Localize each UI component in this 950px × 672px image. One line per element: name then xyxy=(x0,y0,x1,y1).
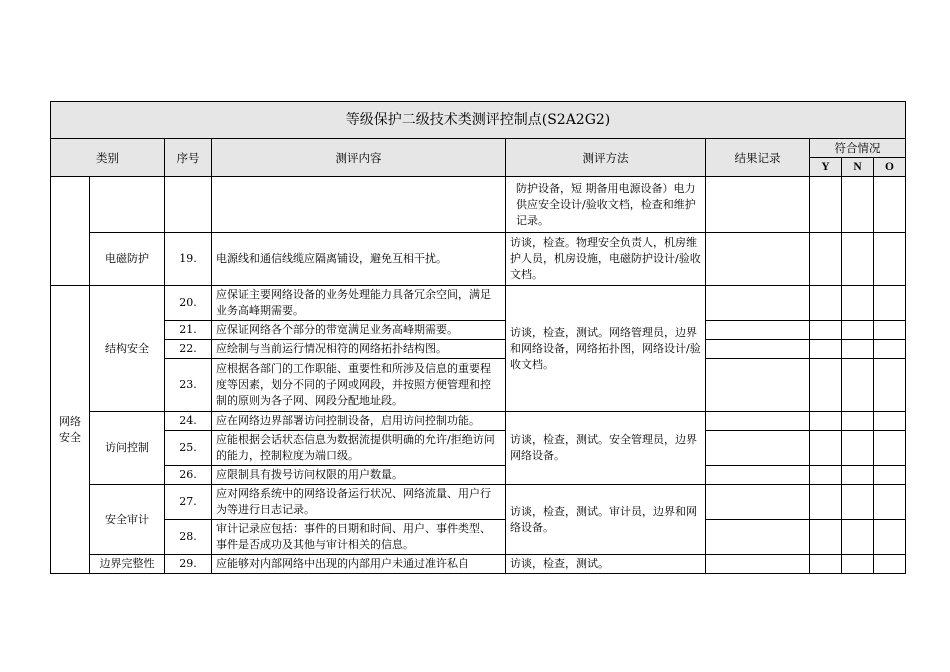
category-cell-physical xyxy=(51,177,90,286)
o-cell xyxy=(874,359,906,412)
header-y: Y xyxy=(810,158,842,177)
y-cell xyxy=(810,340,842,359)
table-row xyxy=(51,485,906,520)
n-cell xyxy=(842,286,874,321)
n-cell xyxy=(842,177,874,233)
y-cell xyxy=(810,286,842,321)
n-cell xyxy=(842,520,874,555)
n-cell xyxy=(842,233,874,286)
y-cell xyxy=(810,321,842,340)
content-cell: 应在网络边界部署访问控制设备，启用访问控制功能。 xyxy=(212,412,506,431)
n-cell xyxy=(842,359,874,412)
subcategory-cell: 结构安全 xyxy=(90,286,165,412)
content-cell: 应限制具有拨号访问权限的用户数量。 xyxy=(212,466,506,485)
method-cell: 访谈，检查，测试。安全管理员，边界网络设备。 xyxy=(506,412,706,485)
o-cell xyxy=(874,485,906,520)
table-row xyxy=(51,555,906,574)
n-cell xyxy=(842,321,874,340)
seq-cell: 27. xyxy=(165,485,212,520)
n-cell xyxy=(842,555,874,574)
table-row xyxy=(51,340,906,359)
n-cell xyxy=(842,431,874,466)
seq-cell: 21. xyxy=(165,321,212,340)
result-cell xyxy=(706,233,810,286)
y-cell xyxy=(810,177,842,233)
table-row xyxy=(51,321,906,340)
table-row xyxy=(51,466,906,485)
o-cell xyxy=(874,431,906,466)
content-cell: 应根据各部门的工作职能、重要性和所涉及信息的重要程度等因素，划分不同的子网或网段，并按照方便管理和控制的原则为各子网、网段分配地址段。 xyxy=(212,359,506,412)
table-row xyxy=(51,359,906,412)
header-o: O xyxy=(874,158,906,177)
table-row xyxy=(51,412,906,431)
n-cell xyxy=(842,485,874,520)
content-cell: 审计记录应包括：事件的日期和时间、用户、事件类型、事件是否成功及其他与审计相关的信息。 xyxy=(212,520,506,555)
content-cell: 应保证主要网络设备的业务处理能力具备冗余空间，满足业务高峰期需要。 xyxy=(212,286,506,321)
seq-cell: 26. xyxy=(165,466,212,485)
method-cell: 访谈，检查，测试。 xyxy=(506,555,706,574)
header-result: 结果记录 xyxy=(706,139,810,177)
header-content: 测评内容 xyxy=(212,139,506,177)
table-title: 等级保护二级技术类测评控制点(S2A2G2) xyxy=(51,102,906,139)
o-cell xyxy=(874,177,906,233)
subcategory-cell: 电磁防护 xyxy=(90,233,165,286)
method-cell: 访谈，检查，测试。审计员，边界和网络设备。 xyxy=(506,485,706,555)
subcategory-cell: 访问控制 xyxy=(90,412,165,485)
content-cell: 应能根据会话状态信息为数据流提供明确的允许/拒绝访问的能力，控制粒度为端口级。 xyxy=(212,431,506,466)
y-cell xyxy=(810,520,842,555)
y-cell xyxy=(810,359,842,412)
header-method: 测评方法 xyxy=(506,139,706,177)
o-cell xyxy=(874,412,906,431)
header-seq: 序号 xyxy=(165,139,212,177)
y-cell xyxy=(810,431,842,466)
seq-cell: 22. xyxy=(165,340,212,359)
y-cell xyxy=(810,555,842,574)
result-cell xyxy=(706,286,810,321)
seq-cell: 25. xyxy=(165,431,212,466)
subcategory-cell: 安全审计 xyxy=(90,485,165,555)
o-cell xyxy=(874,340,906,359)
seq-cell: 24. xyxy=(165,412,212,431)
n-cell xyxy=(842,340,874,359)
result-cell xyxy=(706,321,810,340)
content-cell: 应绘制与当前运行情况相符的网络拓扑结构图。 xyxy=(212,340,506,359)
n-cell xyxy=(842,466,874,485)
o-cell xyxy=(874,233,906,286)
result-cell xyxy=(706,485,810,520)
result-cell xyxy=(706,555,810,574)
header-conformity: 符合情况 xyxy=(810,139,906,158)
o-cell xyxy=(874,321,906,340)
y-cell xyxy=(810,485,842,520)
seq-cell: 20. xyxy=(165,286,212,321)
table-row xyxy=(51,233,906,286)
o-cell xyxy=(874,520,906,555)
subcategory-cell xyxy=(90,177,165,233)
content-cell: 电源线和通信线缆应隔离铺设，避免互相干扰。 xyxy=(212,233,506,286)
seq-cell: 19. xyxy=(165,233,212,286)
result-cell xyxy=(706,359,810,412)
content-cell xyxy=(212,177,506,233)
seq-cell: 29. xyxy=(165,555,212,574)
n-cell xyxy=(842,412,874,431)
subcategory-cell: 边界完整性 xyxy=(90,555,165,574)
result-cell xyxy=(706,520,810,555)
y-cell xyxy=(810,412,842,431)
result-cell xyxy=(706,466,810,485)
o-cell xyxy=(874,555,906,574)
y-cell xyxy=(810,233,842,286)
content-cell: 应能够对内部网络中出现的内部用户未通过准许私自 xyxy=(212,555,506,574)
o-cell xyxy=(874,466,906,485)
table-row xyxy=(51,520,906,555)
table-row xyxy=(51,286,906,321)
header-category: 类别 xyxy=(51,139,165,177)
o-cell xyxy=(874,286,906,321)
method-cell: 访谈，检查，测试。网络管理员，边界和网络设备，网络拓扑图，网络设计/验收文档。 xyxy=(506,286,706,412)
result-cell xyxy=(706,412,810,431)
table-row xyxy=(51,177,906,233)
method-cell: 防护设备，短 期备用电源设备）电力供应安全设计/验收文档，检查和维护记录。 xyxy=(506,177,706,233)
result-cell xyxy=(706,177,810,233)
evaluation-table xyxy=(50,101,906,574)
result-cell xyxy=(706,431,810,466)
seq-cell: 23. xyxy=(165,359,212,412)
seq-cell xyxy=(165,177,212,233)
seq-cell: 28. xyxy=(165,520,212,555)
result-cell xyxy=(706,340,810,359)
y-cell xyxy=(810,466,842,485)
table-row xyxy=(51,431,906,466)
method-cell: 访谈，检查。物理安全负责人，机房维护人员，机房设施，电磁防护设计/验收文档。 xyxy=(506,233,706,286)
content-cell: 应对网络系统中的网络设备运行状况、网络流量、用户行为等进行日志记录。 xyxy=(212,485,506,520)
content-cell: 应保证网络各个部分的带宽满足业务高峰期需要。 xyxy=(212,321,506,340)
category-cell-network: 网络安全 xyxy=(51,286,90,574)
header-n: N xyxy=(842,158,874,177)
